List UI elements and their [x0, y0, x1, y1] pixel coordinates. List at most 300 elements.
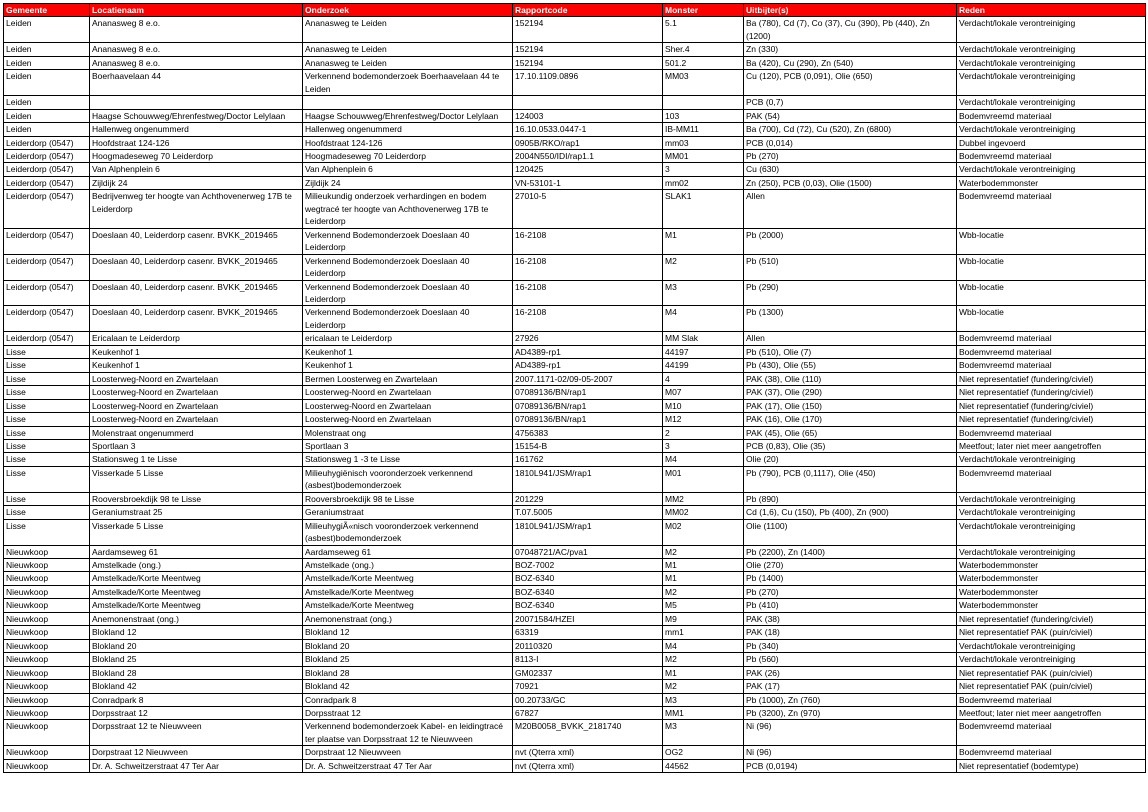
cell-gemeente[interactable]: Nieuwkoop: [4, 626, 90, 639]
cell-monster[interactable]: M2: [663, 254, 744, 280]
cell-gemeente[interactable]: Leiden: [4, 17, 90, 43]
cell-onderzoek[interactable]: [303, 96, 513, 109]
cell-rapportcode[interactable]: 27010-5: [513, 190, 663, 228]
cell-uitbijters[interactable]: Pb (790), PCB (0,1117), Olie (450): [744, 466, 957, 492]
cell-locatienaam[interactable]: Ananasweg 8 e.o.: [90, 56, 303, 69]
cell-reden[interactable]: Waterbodemmonster: [957, 585, 1146, 598]
cell-locatienaam[interactable]: Zijldijk 24: [90, 176, 303, 189]
cell-locatienaam[interactable]: Dorpsstraat 12 te Nieuwveen: [90, 720, 303, 746]
cell-rapportcode[interactable]: 70921: [513, 680, 663, 693]
cell-reden[interactable]: Verdacht/lokale verontreiniging: [957, 545, 1146, 558]
cell-monster[interactable]: M3: [663, 720, 744, 746]
cell-uitbijters[interactable]: Pb (2200), Zn (1400): [744, 545, 957, 558]
cell-reden[interactable]: Meetfout; later niet meer aangetroffen: [957, 707, 1146, 720]
cell-rapportcode[interactable]: 00.20733/GC: [513, 693, 663, 706]
cell-locatienaam[interactable]: Amstelkade (ong.): [90, 559, 303, 572]
cell-uitbijters[interactable]: PAK (54): [744, 109, 957, 122]
cell-locatienaam[interactable]: Ananasweg 8 e.o.: [90, 43, 303, 56]
cell-locatienaam[interactable]: Doeslaan 40, Leiderdorp casenr. BVKK_2019465: [90, 306, 303, 332]
cell-uitbijters[interactable]: Pb (3200), Zn (970): [744, 707, 957, 720]
cell-reden[interactable]: Wbb-locatie: [957, 228, 1146, 254]
cell-rapportcode[interactable]: 07089136/BN/rap1: [513, 413, 663, 426]
cell-onderzoek[interactable]: Amstelkade/Korte Meentweg: [303, 599, 513, 612]
cell-monster[interactable]: mm1: [663, 626, 744, 639]
cell-onderzoek[interactable]: Geraniumstraat: [303, 506, 513, 519]
cell-monster[interactable]: M2: [663, 585, 744, 598]
cell-monster[interactable]: 3: [663, 163, 744, 176]
cell-uitbijters[interactable]: PCB (0,7): [744, 96, 957, 109]
cell-rapportcode[interactable]: 27926: [513, 332, 663, 345]
cell-reden[interactable]: Niet representatief PAK (puin/civiel): [957, 666, 1146, 679]
cell-locatienaam[interactable]: Haagse Schouwweg/Ehrenfestweg/Doctor Lelylaan: [90, 109, 303, 122]
cell-monster[interactable]: 44562: [663, 759, 744, 772]
cell-gemeente[interactable]: Leiderdorp (0547): [4, 254, 90, 280]
cell-uitbijters[interactable]: PAK (17), Olie (150): [744, 399, 957, 412]
cell-monster[interactable]: SLAK1: [663, 190, 744, 228]
cell-rapportcode[interactable]: AD4389-rp1: [513, 345, 663, 358]
cell-uitbijters[interactable]: Pb (1000), Zn (760): [744, 693, 957, 706]
cell-monster[interactable]: M5: [663, 599, 744, 612]
cell-locatienaam[interactable]: Dorpstraat 12 Nieuwveen: [90, 746, 303, 759]
cell-monster[interactable]: M4: [663, 306, 744, 332]
cell-onderzoek[interactable]: Verkennend bodemonderzoek Kabel- en leidingtracé ter plaatse van Dorpsstraat 12 te Nieuwveen: [303, 720, 513, 746]
cell-reden[interactable]: Waterbodemmonster: [957, 599, 1146, 612]
cell-reden[interactable]: Niet representatief (fundering/civiel): [957, 372, 1146, 385]
cell-gemeente[interactable]: Lisse: [4, 372, 90, 385]
cell-gemeente[interactable]: Leiderdorp (0547): [4, 136, 90, 149]
cell-locatienaam[interactable]: Bedrijvenweg ter hoogte van Achthovenerweg 17B te Leiderdorp: [90, 190, 303, 228]
cell-reden[interactable]: Verdacht/lokale verontreiniging: [957, 123, 1146, 136]
cell-onderzoek[interactable]: Loosterweg-Noord en Zwartelaan: [303, 386, 513, 399]
cell-monster[interactable]: M2: [663, 653, 744, 666]
cell-monster[interactable]: 501.2: [663, 56, 744, 69]
cell-gemeente[interactable]: Leiderdorp (0547): [4, 280, 90, 306]
cell-onderzoek[interactable]: Verkennend Bodemonderzoek Doeslaan 40 Leiderdorp: [303, 254, 513, 280]
cell-locatienaam[interactable]: Blokland 12: [90, 626, 303, 639]
cell-locatienaam[interactable]: Dorpsstraat 12: [90, 707, 303, 720]
cell-uitbijters[interactable]: Olie (1100): [744, 519, 957, 545]
cell-gemeente[interactable]: Leiderdorp (0547): [4, 163, 90, 176]
cell-monster[interactable]: 2: [663, 426, 744, 439]
cell-monster[interactable]: MM02: [663, 506, 744, 519]
cell-locatienaam[interactable]: Loosterweg-Noord en Zwartelaan: [90, 372, 303, 385]
cell-onderzoek[interactable]: Verkennend bodemonderzoek Boerhaavelaan 44 te Leiden: [303, 70, 513, 96]
cell-uitbijters[interactable]: Ba (420), Cu (290), Zn (540): [744, 56, 957, 69]
cell-locatienaam[interactable]: Aardamseweg 61: [90, 545, 303, 558]
cell-locatienaam[interactable]: Amstelkade/Korte Meentweg: [90, 599, 303, 612]
header-gemeente[interactable]: Gemeente: [4, 4, 90, 17]
cell-locatienaam[interactable]: Amstelkade/Korte Meentweg: [90, 572, 303, 585]
cell-locatienaam[interactable]: Visserkade 5 Lisse: [90, 519, 303, 545]
cell-rapportcode[interactable]: 4756383: [513, 426, 663, 439]
cell-onderzoek[interactable]: Sportlaan 3: [303, 439, 513, 452]
cell-locatienaam[interactable]: Amstelkade/Korte Meentweg: [90, 585, 303, 598]
cell-reden[interactable]: Niet representatief PAK (puin/civiel): [957, 680, 1146, 693]
cell-rapportcode[interactable]: 17.10.1109.0896: [513, 70, 663, 96]
cell-rapportcode[interactable]: 67827: [513, 707, 663, 720]
cell-locatienaam[interactable]: Molenstraat ongenummerd: [90, 426, 303, 439]
cell-onderzoek[interactable]: Molenstraat ong: [303, 426, 513, 439]
cell-uitbijters[interactable]: Ni (96): [744, 746, 957, 759]
cell-gemeente[interactable]: Nieuwkoop: [4, 559, 90, 572]
cell-locatienaam[interactable]: Doeslaan 40, Leiderdorp casenr. BVKK_2019465: [90, 280, 303, 306]
cell-rapportcode[interactable]: 16-2108: [513, 280, 663, 306]
cell-gemeente[interactable]: Leiderdorp (0547): [4, 306, 90, 332]
cell-onderzoek[interactable]: Hoogmadeseweg 70 Leiderdorp: [303, 149, 513, 162]
cell-gemeente[interactable]: Lisse: [4, 413, 90, 426]
cell-rapportcode[interactable]: 1810L941/JSM/rap1: [513, 466, 663, 492]
cell-gemeente[interactable]: Nieuwkoop: [4, 545, 90, 558]
cell-monster[interactable]: mm03: [663, 136, 744, 149]
cell-uitbijters[interactable]: Ba (700), Cd (72), Cu (520), Zn (6800): [744, 123, 957, 136]
cell-rapportcode[interactable]: nvt (Qterra xml): [513, 759, 663, 772]
cell-monster[interactable]: M4: [663, 639, 744, 652]
cell-rapportcode[interactable]: T.07.5005: [513, 506, 663, 519]
cell-rapportcode[interactable]: 152194: [513, 17, 663, 43]
cell-rapportcode[interactable]: 16-2108: [513, 228, 663, 254]
cell-rapportcode[interactable]: AD4389-rp1: [513, 359, 663, 372]
cell-reden[interactable]: Bodemvreemd materiaal: [957, 746, 1146, 759]
cell-reden[interactable]: Niet representatief (bodemtype): [957, 759, 1146, 772]
cell-uitbijters[interactable]: Pb (410): [744, 599, 957, 612]
cell-rapportcode[interactable]: VN-53101-1: [513, 176, 663, 189]
cell-monster[interactable]: M2: [663, 545, 744, 558]
cell-monster[interactable]: 4: [663, 372, 744, 385]
cell-gemeente[interactable]: Lisse: [4, 492, 90, 505]
cell-reden[interactable]: Niet representatief (fundering/civiel): [957, 413, 1146, 426]
cell-onderzoek[interactable]: Amstelkade/Korte Meentweg: [303, 572, 513, 585]
cell-locatienaam[interactable]: Ericalaan te Leiderdorp: [90, 332, 303, 345]
cell-uitbijters[interactable]: PAK (37), Olie (290): [744, 386, 957, 399]
cell-reden[interactable]: Niet representatief (fundering/civiel): [957, 399, 1146, 412]
cell-rapportcode[interactable]: M20B0058_BVKK_2181740: [513, 720, 663, 746]
cell-onderzoek[interactable]: Hoofdstraat 124-126: [303, 136, 513, 149]
cell-reden[interactable]: Verdacht/lokale verontreiniging: [957, 43, 1146, 56]
header-monster[interactable]: Monster: [663, 4, 744, 17]
cell-gemeente[interactable]: Leiderdorp (0547): [4, 332, 90, 345]
cell-uitbijters[interactable]: Ba (780), Cd (7), Co (37), Cu (390), Pb (440), Zn (1200): [744, 17, 957, 43]
cell-gemeente[interactable]: Nieuwkoop: [4, 639, 90, 652]
cell-reden[interactable]: Wbb-locatie: [957, 306, 1146, 332]
cell-locatienaam[interactable]: Ananasweg 8 e.o.: [90, 17, 303, 43]
cell-reden[interactable]: Verdacht/lokale verontreiniging: [957, 96, 1146, 109]
cell-reden[interactable]: Verdacht/lokale verontreiniging: [957, 56, 1146, 69]
cell-reden[interactable]: Bodemvreemd materiaal: [957, 426, 1146, 439]
cell-gemeente[interactable]: Lisse: [4, 439, 90, 452]
cell-monster[interactable]: M3: [663, 280, 744, 306]
cell-rapportcode[interactable]: 16.10.0533.0447-1: [513, 123, 663, 136]
cell-locatienaam[interactable]: Hallenweg ongenummerd: [90, 123, 303, 136]
cell-reden[interactable]: Bodemvreemd materiaal: [957, 359, 1146, 372]
cell-rapportcode[interactable]: 2007.1171-02/09-05-2007: [513, 372, 663, 385]
cell-rapportcode[interactable]: 15154-B: [513, 439, 663, 452]
cell-gemeente[interactable]: Nieuwkoop: [4, 746, 90, 759]
cell-monster[interactable]: MM2: [663, 492, 744, 505]
cell-monster[interactable]: [663, 96, 744, 109]
cell-locatienaam[interactable]: Hoofdstraat 124-126: [90, 136, 303, 149]
cell-gemeente[interactable]: Lisse: [4, 506, 90, 519]
cell-reden[interactable]: Dubbel ingevoerd: [957, 136, 1146, 149]
cell-uitbijters[interactable]: PAK (18): [744, 626, 957, 639]
cell-onderzoek[interactable]: Aardamseweg 61: [303, 545, 513, 558]
cell-reden[interactable]: Bodemvreemd materiaal: [957, 466, 1146, 492]
cell-gemeente[interactable]: Lisse: [4, 519, 90, 545]
cell-onderzoek[interactable]: Blokland 25: [303, 653, 513, 666]
cell-monster[interactable]: M07: [663, 386, 744, 399]
cell-gemeente[interactable]: Leiden: [4, 123, 90, 136]
cell-uitbijters[interactable]: PAK (38): [744, 612, 957, 625]
cell-rapportcode[interactable]: 07089136/BN/rap1: [513, 399, 663, 412]
cell-onderzoek[interactable]: Dr. A. Schweitzerstraat 47 Ter Aar: [303, 759, 513, 772]
cell-monster[interactable]: M3: [663, 693, 744, 706]
cell-gemeente[interactable]: Leiden: [4, 109, 90, 122]
cell-rapportcode[interactable]: 152194: [513, 43, 663, 56]
cell-uitbijters[interactable]: Pb (270): [744, 585, 957, 598]
cell-onderzoek[interactable]: Loosterweg-Noord en Zwartelaan: [303, 413, 513, 426]
cell-gemeente[interactable]: Leiden: [4, 43, 90, 56]
cell-uitbijters[interactable]: Pb (340): [744, 639, 957, 652]
cell-onderzoek[interactable]: Conradpark 8: [303, 693, 513, 706]
cell-reden[interactable]: Wbb-locatie: [957, 254, 1146, 280]
cell-onderzoek[interactable]: Verkennend Bodemonderzoek Doeslaan 40 Leiderdorp: [303, 228, 513, 254]
cell-rapportcode[interactable]: 120425: [513, 163, 663, 176]
cell-reden[interactable]: Meetfout; later niet meer aangetroffen: [957, 439, 1146, 452]
cell-locatienaam[interactable]: Stationsweg 1 te Lisse: [90, 453, 303, 466]
cell-uitbijters[interactable]: Cd (1,6), Cu (150), Pb (400), Zn (900): [744, 506, 957, 519]
cell-onderzoek[interactable]: Keukenhof 1: [303, 345, 513, 358]
cell-rapportcode[interactable]: 16-2108: [513, 306, 663, 332]
cell-reden[interactable]: Bodemvreemd materiaal: [957, 149, 1146, 162]
cell-monster[interactable]: M1: [663, 559, 744, 572]
cell-onderzoek[interactable]: Blokland 12: [303, 626, 513, 639]
cell-monster[interactable]: 103: [663, 109, 744, 122]
cell-monster[interactable]: Sher.4: [663, 43, 744, 56]
cell-onderzoek[interactable]: Van Alphenplein 6: [303, 163, 513, 176]
cell-onderzoek[interactable]: Ananasweg te Leiden: [303, 43, 513, 56]
cell-uitbijters[interactable]: PAK (38), Olie (110): [744, 372, 957, 385]
cell-locatienaam[interactable]: Blokland 42: [90, 680, 303, 693]
cell-monster[interactable]: 44199: [663, 359, 744, 372]
cell-uitbijters[interactable]: PAK (26): [744, 666, 957, 679]
cell-uitbijters[interactable]: Pb (1400): [744, 572, 957, 585]
cell-onderzoek[interactable]: Dorpsstraat 12: [303, 707, 513, 720]
cell-locatienaam[interactable]: Rooversbroekdijk 98 te Lisse: [90, 492, 303, 505]
cell-rapportcode[interactable]: BOZ-7002: [513, 559, 663, 572]
cell-reden[interactable]: Verdacht/lokale verontreiniging: [957, 70, 1146, 96]
cell-locatienaam[interactable]: Visserkade 5 Lisse: [90, 466, 303, 492]
cell-uitbijters[interactable]: PAK (17): [744, 680, 957, 693]
cell-reden[interactable]: Niet representatief (fundering/civiel): [957, 612, 1146, 625]
cell-gemeente[interactable]: Leiderdorp (0547): [4, 176, 90, 189]
cell-rapportcode[interactable]: nvt (Qterra xml): [513, 746, 663, 759]
cell-onderzoek[interactable]: Verkennend Bodemonderzoek Doeslaan 40 Leiderdorp: [303, 306, 513, 332]
cell-locatienaam[interactable]: Keukenhof 1: [90, 345, 303, 358]
cell-gemeente[interactable]: Leiderdorp (0547): [4, 149, 90, 162]
cell-rapportcode[interactable]: 07048721/AC/pva1: [513, 545, 663, 558]
cell-onderzoek[interactable]: Blokland 20: [303, 639, 513, 652]
cell-monster[interactable]: OG2: [663, 746, 744, 759]
cell-reden[interactable]: Bodemvreemd materiaal: [957, 693, 1146, 706]
cell-uitbijters[interactable]: Pb (270): [744, 149, 957, 162]
cell-rapportcode[interactable]: 161762: [513, 453, 663, 466]
cell-onderzoek[interactable]: Ananasweg te Leiden: [303, 17, 513, 43]
cell-gemeente[interactable]: Nieuwkoop: [4, 572, 90, 585]
cell-rapportcode[interactable]: 0905B/RKO/rap1: [513, 136, 663, 149]
cell-reden[interactable]: Verdacht/lokale verontreiniging: [957, 653, 1146, 666]
cell-gemeente[interactable]: Lisse: [4, 426, 90, 439]
cell-gemeente[interactable]: Leiden: [4, 56, 90, 69]
cell-uitbijters[interactable]: Pb (510), Olie (7): [744, 345, 957, 358]
header-rapportcode[interactable]: Rapportcode: [513, 4, 663, 17]
cell-uitbijters[interactable]: Olie (20): [744, 453, 957, 466]
cell-gemeente[interactable]: Nieuwkoop: [4, 612, 90, 625]
cell-monster[interactable]: mm02: [663, 176, 744, 189]
cell-rapportcode[interactable]: BOZ-6340: [513, 585, 663, 598]
cell-reden[interactable]: Waterbodemmonster: [957, 572, 1146, 585]
cell-monster[interactable]: M02: [663, 519, 744, 545]
cell-onderzoek[interactable]: Haagse Schouwweg/Ehrenfestweg/Doctor Lelylaan: [303, 109, 513, 122]
cell-rapportcode[interactable]: BOZ-6340: [513, 599, 663, 612]
cell-monster[interactable]: M12: [663, 413, 744, 426]
cell-onderzoek[interactable]: Rooversbroekdijk 98 te Lisse: [303, 492, 513, 505]
cell-monster[interactable]: 5.1: [663, 17, 744, 43]
cell-onderzoek[interactable]: Hallenweg ongenummerd: [303, 123, 513, 136]
cell-monster[interactable]: IB-MM11: [663, 123, 744, 136]
cell-reden[interactable]: Bodemvreemd materiaal: [957, 109, 1146, 122]
cell-gemeente[interactable]: Nieuwkoop: [4, 707, 90, 720]
cell-locatienaam[interactable]: Blokland 25: [90, 653, 303, 666]
cell-locatienaam[interactable]: Boerhaavelaan 44: [90, 70, 303, 96]
cell-uitbijters[interactable]: Cu (120), PCB (0,091), Olie (650): [744, 70, 957, 96]
cell-rapportcode[interactable]: 1810L941/JSM/rap1: [513, 519, 663, 545]
cell-locatienaam[interactable]: Loosterweg-Noord en Zwartelaan: [90, 413, 303, 426]
cell-locatienaam[interactable]: Loosterweg-Noord en Zwartelaan: [90, 399, 303, 412]
cell-uitbijters[interactable]: PCB (0,0194): [744, 759, 957, 772]
cell-reden[interactable]: Waterbodemmonster: [957, 176, 1146, 189]
cell-locatienaam[interactable]: Conradpark 8: [90, 693, 303, 706]
cell-uitbijters[interactable]: PCB (0,83), Olie (35): [744, 439, 957, 452]
cell-rapportcode[interactable]: 20071584/HZEI: [513, 612, 663, 625]
cell-gemeente[interactable]: Nieuwkoop: [4, 720, 90, 746]
cell-uitbijters[interactable]: Olie (270): [744, 559, 957, 572]
cell-locatienaam[interactable]: [90, 96, 303, 109]
cell-locatienaam[interactable]: Dr. A. Schweitzerstraat 47 Ter Aar: [90, 759, 303, 772]
cell-onderzoek[interactable]: Zijldijk 24: [303, 176, 513, 189]
cell-monster[interactable]: M1: [663, 228, 744, 254]
cell-monster[interactable]: M1: [663, 666, 744, 679]
cell-gemeente[interactable]: Nieuwkoop: [4, 693, 90, 706]
cell-reden[interactable]: Verdacht/lokale verontreiniging: [957, 519, 1146, 545]
cell-monster[interactable]: M10: [663, 399, 744, 412]
cell-uitbijters[interactable]: Allen: [744, 332, 957, 345]
cell-locatienaam[interactable]: Doeslaan 40, Leiderdorp casenr. BVKK_2019465: [90, 228, 303, 254]
cell-uitbijters[interactable]: PAK (45), Olie (65): [744, 426, 957, 439]
cell-uitbijters[interactable]: Cu (630): [744, 163, 957, 176]
cell-locatienaam[interactable]: Keukenhof 1: [90, 359, 303, 372]
cell-monster[interactable]: MM03: [663, 70, 744, 96]
cell-locatienaam[interactable]: Doeslaan 40, Leiderdorp casenr. BVKK_2019465: [90, 254, 303, 280]
cell-uitbijters[interactable]: Zn (330): [744, 43, 957, 56]
cell-rapportcode[interactable]: [513, 96, 663, 109]
cell-reden[interactable]: Niet representatief (fundering/civiel): [957, 386, 1146, 399]
cell-gemeente[interactable]: Nieuwkoop: [4, 585, 90, 598]
cell-rapportcode[interactable]: 07089136/BN/rap1: [513, 386, 663, 399]
cell-reden[interactable]: Niet representatief PAK (puin/civiel): [957, 626, 1146, 639]
cell-rapportcode[interactable]: BOZ-6340: [513, 572, 663, 585]
cell-locatienaam[interactable]: Loosterweg-Noord en Zwartelaan: [90, 386, 303, 399]
cell-reden[interactable]: Verdacht/lokale verontreiniging: [957, 163, 1146, 176]
cell-reden[interactable]: Wbb-locatie: [957, 280, 1146, 306]
cell-rapportcode[interactable]: 152194: [513, 56, 663, 69]
cell-gemeente[interactable]: Nieuwkoop: [4, 759, 90, 772]
header-reden[interactable]: Reden: [957, 4, 1146, 17]
cell-gemeente[interactable]: Lisse: [4, 453, 90, 466]
cell-uitbijters[interactable]: Pb (510): [744, 254, 957, 280]
cell-uitbijters[interactable]: Ni (96): [744, 720, 957, 746]
cell-onderzoek[interactable]: Blokland 42: [303, 680, 513, 693]
cell-monster[interactable]: MM1: [663, 707, 744, 720]
cell-onderzoek[interactable]: Milieukundig onderzoek verhardingen en bodem wegtracé ter hoogte van Achthovenerweg 17B te Leiderdorp: [303, 190, 513, 228]
cell-monster[interactable]: M1: [663, 572, 744, 585]
cell-uitbijters[interactable]: Pb (430), Olie (55): [744, 359, 957, 372]
cell-gemeente[interactable]: Nieuwkoop: [4, 653, 90, 666]
header-locatienaam[interactable]: Locatienaam: [90, 4, 303, 17]
cell-gemeente[interactable]: Leiderdorp (0547): [4, 228, 90, 254]
cell-onderzoek[interactable]: ericalaan te Leiderdorp: [303, 332, 513, 345]
cell-rapportcode[interactable]: 8113-I: [513, 653, 663, 666]
cell-onderzoek[interactable]: Keukenhof 1: [303, 359, 513, 372]
cell-monster[interactable]: 3: [663, 439, 744, 452]
cell-gemeente[interactable]: Leiden: [4, 70, 90, 96]
cell-locatienaam[interactable]: Anemonenstraat (ong.): [90, 612, 303, 625]
cell-rapportcode[interactable]: 63319: [513, 626, 663, 639]
cell-uitbijters[interactable]: Pb (1300): [744, 306, 957, 332]
cell-reden[interactable]: Bodemvreemd materiaal: [957, 190, 1146, 228]
cell-monster[interactable]: MM01: [663, 149, 744, 162]
cell-locatienaam[interactable]: Blokland 20: [90, 639, 303, 652]
cell-gemeente[interactable]: Leiderdorp (0547): [4, 190, 90, 228]
cell-rapportcode[interactable]: 16-2108: [513, 254, 663, 280]
cell-onderzoek[interactable]: Amstelkade (ong.): [303, 559, 513, 572]
cell-gemeente[interactable]: Lisse: [4, 345, 90, 358]
cell-onderzoek[interactable]: MilieuhygiÃ«nisch vooronderzoek verkennend (asbest)bodemonderzoek: [303, 519, 513, 545]
cell-onderzoek[interactable]: Ananasweg te Leiden: [303, 56, 513, 69]
cell-uitbijters[interactable]: Allen: [744, 190, 957, 228]
cell-monster[interactable]: M9: [663, 612, 744, 625]
cell-reden[interactable]: Verdacht/lokale verontreiniging: [957, 506, 1146, 519]
cell-onderzoek[interactable]: Stationsweg 1 -3 te Lisse: [303, 453, 513, 466]
header-onderzoek[interactable]: Onderzoek: [303, 4, 513, 17]
cell-uitbijters[interactable]: PCB (0,014): [744, 136, 957, 149]
cell-locatienaam[interactable]: Geraniumstraat 25: [90, 506, 303, 519]
cell-rapportcode[interactable]: 124003: [513, 109, 663, 122]
cell-reden[interactable]: Bodemvreemd materiaal: [957, 332, 1146, 345]
cell-onderzoek[interactable]: Verkennend Bodemonderzoek Doeslaan 40 Leiderdorp: [303, 280, 513, 306]
cell-gemeente[interactable]: Nieuwkoop: [4, 680, 90, 693]
cell-reden[interactable]: Verdacht/lokale verontreiniging: [957, 492, 1146, 505]
cell-onderzoek[interactable]: Anemonenstraat (ong.): [303, 612, 513, 625]
cell-monster[interactable]: 44197: [663, 345, 744, 358]
cell-reden[interactable]: Waterbodemmonster: [957, 559, 1146, 572]
cell-gemeente[interactable]: Nieuwkoop: [4, 666, 90, 679]
cell-onderzoek[interactable]: Amstelkade/Korte Meentweg: [303, 585, 513, 598]
cell-uitbijters[interactable]: Pb (290): [744, 280, 957, 306]
header-uitbijters[interactable]: Uitbijter(s): [744, 4, 957, 17]
cell-monster[interactable]: M01: [663, 466, 744, 492]
cell-onderzoek[interactable]: Loosterweg-Noord en Zwartelaan: [303, 399, 513, 412]
cell-locatienaam[interactable]: Hoogmadeseweg 70 Leiderdorp: [90, 149, 303, 162]
cell-uitbijters[interactable]: Pb (560): [744, 653, 957, 666]
